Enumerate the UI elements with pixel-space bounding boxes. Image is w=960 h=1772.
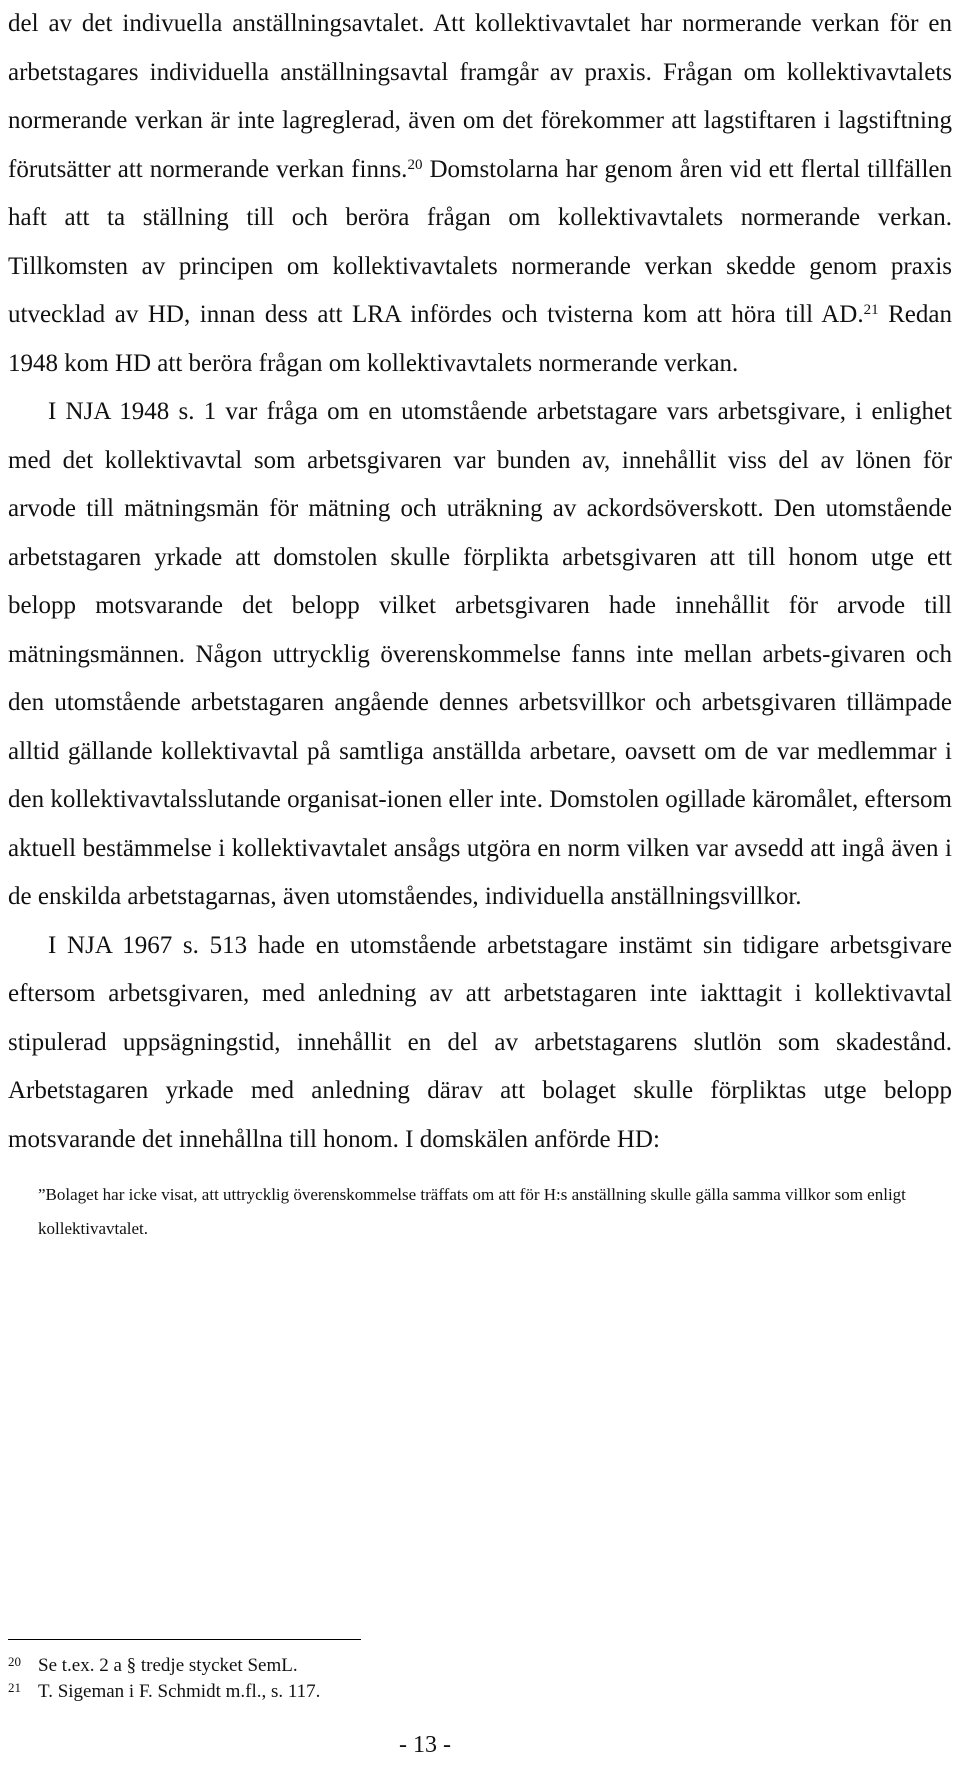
block-quote: ”Bolaget har icke visat, att uttrycklig överenskommelse träffats om att för H:s anställning skulle gälla samma villkor som enligt kollektivavtalet. xyxy=(38,1185,906,1238)
footnote-ref-20[interactable]: 20 xyxy=(407,156,423,173)
page-number: - 13 - xyxy=(399,1732,451,1758)
footnote-ref-21[interactable]: 21 xyxy=(863,301,879,318)
paragraph-1-text-c: Redan 1948 kom HD att beröra frågan om kollektivavtalets normerande verkan. xyxy=(8,301,952,377)
document-page xyxy=(8,0,952,1246)
paragraph-2-text: I NJA 1948 s. 1 var fråga om en utomstående arbetstagare vars arbetsgivare, i enlighet med det kollektivavtal som arbetsgivaren var bunden av, innehållit viss del av lönen för arvode till mätningsmän för mätning och uträkning av ackordsöverskott. Den utomstående arbetstagaren yrkade att domstolen skulle förplikta arbetsgivaren att till honom utge ett belopp motsvarande det belopp vilket arbetsgivaren hade innehållit för arvode till mätningsmännen. Någon uttrycklig överenskommelse fanns inte mellan arbets-givaren och den utomstående arbetstagaren angående dennes arbetsvillkor och arbetsgivaren tillämpade alltid gällande kollektivavtal på samtliga anställda arbetare, oavsett om de var medlemmar i den kollektivavtalsslutande organisat-ionen eller inte. Domstolen ogillade käromålet, eftersom aktuell bestämmelse i kollektivavtalet ansågs utgöra en norm vilken var avsedd att ingå även i de enskilda arbetstagarnas, även utomståendes, individuella anställningsvillkor. xyxy=(8,398,952,910)
paragraph-3-text: I NJA 1967 s. 513 hade en utomstående arbetstagare instämt sin tidigare arbetsgivare eftersom arbetsgivaren, med anledning av att arbetstagaren inte iakttagit i kollektivavtal stipulerad uppsägningstid, innehållit en del av arbetstagarens slutlön som skadestånd. Arbetstagaren yrkade med anledning därav att bolaget skulle förpliktas utge belopp motsvarande det innehållna till honom. I domskälen anförde HD: xyxy=(8,931,952,1153)
paragraph-1 xyxy=(8,0,952,388)
footnote-separator xyxy=(8,1639,361,1640)
footnote-21 xyxy=(8,1679,908,1705)
footnote-text: T. Sigeman i F. Schmidt m.fl., s. 117. xyxy=(38,1681,321,1702)
footnote-20 xyxy=(8,1653,908,1679)
footnote-number: 21 xyxy=(8,1680,21,1695)
footnote-text: Se t.ex. 2 a § tredje stycket SemL. xyxy=(38,1655,298,1676)
paragraph-2 xyxy=(8,388,952,922)
paragraph-1-text-b: Domstolarna har genom åren vid ett flertal tillfällen haft att ta ställning till och beröra frågan om kollektivavtalets normerande verkan. Tillkomsten av principen om kollektivavtalets normerande verkan skedde genom praxis utvecklad av HD, innan dess att LRA infördes och tvisterna kom att höra till AD. xyxy=(8,155,952,328)
footnotes xyxy=(8,1653,908,1705)
paragraph-1-text-a: del av det indivuella anställningsavtalet. Att kollektivavtalet har normerande verkan för en arbetstagares individuella anställningsavtal framgår av praxis. Frågan om kollektivavtalets normerande verkan är inte lagreglerad, även om det förekommer att lagstiftaren i lagstiftning förutsätter att normerande verkan finns. xyxy=(8,10,952,183)
paragraph-3 xyxy=(8,922,952,1165)
footnote-number: 20 xyxy=(8,1654,21,1669)
